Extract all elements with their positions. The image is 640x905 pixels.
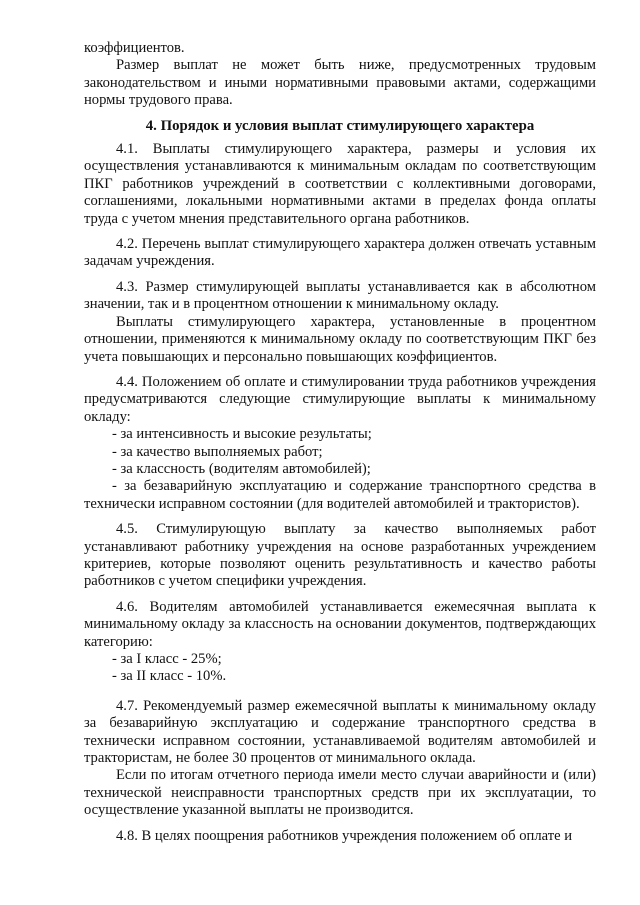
paragraph-4-5: 4.5. Стимулирующую выплату за качество выполняемых работ устанавливают работнику учреждения на основе разработанных учреждением критериев, которые позволяют оценить результативность и качество работы работников с учетом специфики учреждения. bbox=[84, 521, 596, 590]
paragraph-4-4: 4.4. Положением об оплате и стимулировании труда работников учреждения предусматриваются следующие стимулирующие выплаты к минимальному окладу: bbox=[84, 373, 596, 425]
paragraph-payments-min: Размер выплат не может быть ниже, предусмотренных трудовым законодательством и иными нормативными правовыми актами, содержащими нормы трудового права. bbox=[84, 57, 596, 109]
paragraph-4-7: 4.7. Рекомендуемый размер ежемесячной выплаты к минимальному окладу за безаварийную эксплуатацию и содержание транспортного средства в технически исправном состоянии, устанавливаемой водителям автомобилей и трактористам, не более 30 процентов от минимального оклада. bbox=[84, 697, 596, 767]
list-item: - за безаварийную эксплуатацию и содержание транспортного средства в технически исправном состоянии (для водителей автомобилей и трактористов). bbox=[84, 478, 596, 512]
body-text bbox=[84, 40, 596, 845]
section-heading: 4. Порядок и условия выплат стимулирующего характера bbox=[145, 117, 535, 134]
list-item: - за II класс - 10%. bbox=[112, 668, 227, 685]
paragraph-4-3: 4.3. Размер стимулирующей выплаты устанавливается как в абсолютном значении, так и в процентном отношении к минимальному окладу. bbox=[84, 278, 596, 313]
paragraph-4-3-continued: Выплаты стимулирующего характера, установленные в процентном отношении, применяются к минимальному окладу по соответствующим ПКГ без учета повышающих и персонально повышающих коэффициентов. bbox=[84, 313, 596, 365]
list-item: - за интенсивность и высокие результаты; bbox=[112, 426, 372, 443]
paragraph-fragment: коэффициентов. bbox=[84, 40, 185, 56]
paragraph-4-6: 4.6. Водителям автомобилей устанавливается ежемесячная выплата к минимальному окладу за классность на основании документов, подтверждающих категорию: bbox=[84, 598, 596, 650]
list-item: - за классность (водителям автомобилей); bbox=[112, 460, 371, 477]
list-item: - за I класс - 25%; bbox=[112, 651, 222, 667]
paragraph-4-2: 4.2. Перечень выплат стимулирующего характера должен отвечать уставным задачам учреждения. bbox=[84, 236, 596, 270]
paragraph-4-8: 4.8. В целях поощрения работников учреждения положением об оплате и bbox=[116, 827, 573, 844]
paragraph-4-7-continued: Если по итогам отчетного периода имели место случаи аварийности и (или) технической неисправности транспортных средств при их эксплуатации, то осуществление указанной выплаты не производится. bbox=[84, 767, 596, 819]
paragraph-4-1: 4.1. Выплаты стимулирующего характера, размеры и условия их осуществления устанавливаются к минимальным окладам по соответствующим ПКГ работников учреждений в соответствии с коллективными договорами, соглашениями, локальными нормативными актами в пределах фонда оплаты труда с учетом мнения представительного органа работников. bbox=[84, 141, 596, 227]
list-item: - за качество выполняемых работ; bbox=[112, 443, 323, 460]
